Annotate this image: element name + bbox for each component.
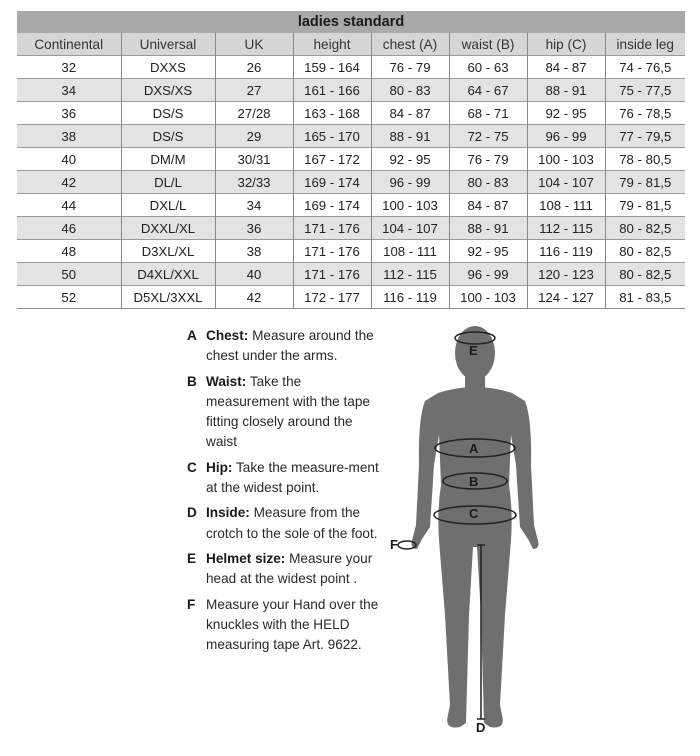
- table-cell: 100 - 103: [371, 194, 449, 217]
- table-row: [17, 217, 685, 240]
- table-cell: D4XL/XXL: [121, 263, 215, 286]
- column-header: Continental: [17, 33, 121, 56]
- instruction-item: [187, 372, 387, 453]
- body-shape: [412, 326, 539, 728]
- table-cell: 104 - 107: [527, 171, 605, 194]
- table-title: ladies standard: [17, 11, 685, 33]
- instruction-text: Take the measure-ment at the widest point.: [206, 459, 379, 496]
- table-cell: 50: [17, 263, 121, 286]
- column-header: Universal: [121, 33, 215, 56]
- table-cell: 96 - 99: [449, 263, 527, 286]
- instruction-letter: F: [187, 596, 196, 612]
- table-cell: 104 - 107: [371, 217, 449, 240]
- table-cell: 100 - 103: [527, 148, 605, 171]
- instruction-item: [187, 326, 387, 367]
- table-cell: 92 - 95: [527, 102, 605, 125]
- instruction-item: [187, 458, 387, 499]
- table-cell: 38: [17, 125, 121, 148]
- figure-label-f: F: [390, 537, 398, 552]
- instruction-item: [187, 503, 387, 544]
- table-cell: 76 - 79: [371, 56, 449, 79]
- table-cell: 108 - 111: [527, 194, 605, 217]
- figure-label-e: E: [469, 343, 478, 358]
- table-cell: 169 - 174: [293, 194, 371, 217]
- table-cell: D3XL/XL: [121, 240, 215, 263]
- instruction-letter: C: [187, 459, 197, 475]
- header-row: [17, 33, 685, 56]
- table-cell: 27: [215, 79, 293, 102]
- table-cell: DXXS: [121, 56, 215, 79]
- table-cell: D5XL/3XXL: [121, 286, 215, 309]
- table-cell: 165 - 170: [293, 125, 371, 148]
- table-cell: 34: [215, 194, 293, 217]
- instruction-heading: Hip:: [206, 459, 233, 475]
- table-cell: 46: [17, 217, 121, 240]
- table-cell: 42: [17, 171, 121, 194]
- table-cell: 44: [17, 194, 121, 217]
- table-cell: 171 - 176: [293, 240, 371, 263]
- table-cell: 42: [215, 286, 293, 309]
- instruction-heading: Inside:: [206, 505, 250, 521]
- table-cell: 29: [215, 125, 293, 148]
- table-cell: 75 - 77,5: [605, 79, 685, 102]
- table-cell: 48: [17, 240, 121, 263]
- table-cell: 60 - 63: [449, 56, 527, 79]
- table-cell: DS/S: [121, 125, 215, 148]
- figure-label-c: C: [469, 506, 479, 521]
- table-cell: 52: [17, 286, 121, 309]
- table-cell: 100 - 103: [449, 286, 527, 309]
- table-cell: 80 - 83: [449, 171, 527, 194]
- instruction-heading: Chest:: [206, 328, 249, 343]
- table-cell: 74 - 76,5: [605, 56, 685, 79]
- table-cell: 172 - 177: [293, 286, 371, 309]
- table-cell: 30/31: [215, 148, 293, 171]
- column-header: UK: [215, 33, 293, 56]
- table-cell: DXL/L: [121, 194, 215, 217]
- table-cell: 88 - 91: [527, 79, 605, 102]
- table-cell: 171 - 176: [293, 217, 371, 240]
- table-row: [17, 148, 685, 171]
- table-row: [17, 171, 685, 194]
- table-cell: 38: [215, 240, 293, 263]
- table-cell: 84 - 87: [449, 194, 527, 217]
- table-cell: 116 - 119: [527, 240, 605, 263]
- figure-label-a: A: [469, 441, 479, 456]
- size-table: [17, 11, 685, 309]
- table-cell: 36: [17, 102, 121, 125]
- table-cell: 124 - 127: [527, 286, 605, 309]
- table-body: [17, 56, 685, 309]
- column-header: inside leg: [605, 33, 685, 56]
- table-row: [17, 286, 685, 309]
- table-cell: 116 - 119: [371, 286, 449, 309]
- instruction-text: Measure your head at the widest point .: [206, 550, 373, 587]
- table-cell: 32: [17, 56, 121, 79]
- table-cell: 84 - 87: [371, 102, 449, 125]
- table-cell: 81 - 83,5: [605, 286, 685, 309]
- instruction-letter: B: [187, 373, 197, 389]
- table-cell: 88 - 91: [371, 125, 449, 148]
- instruction-item: [187, 549, 387, 590]
- table-cell: 112 - 115: [527, 217, 605, 240]
- instruction-text: Measure around the chest under the arms.: [206, 328, 374, 364]
- table-cell: 171 - 176: [293, 263, 371, 286]
- table-cell: 40: [17, 148, 121, 171]
- table-cell: DXXL/XL: [121, 217, 215, 240]
- table-cell: 161 - 166: [293, 79, 371, 102]
- table-row: [17, 263, 685, 286]
- table-cell: 26: [215, 56, 293, 79]
- table-cell: 96 - 99: [371, 171, 449, 194]
- instruction-text: Measure your Hand over the knuckles with the HELD measuring tape Art. 9622.: [206, 596, 379, 653]
- table-cell: 64 - 67: [449, 79, 527, 102]
- table-row: [17, 79, 685, 102]
- column-header: height: [293, 33, 371, 56]
- figure-label-b: B: [469, 474, 479, 489]
- table-cell: 68 - 71: [449, 102, 527, 125]
- table-row: [17, 56, 685, 79]
- table-cell: 163 - 168: [293, 102, 371, 125]
- table-cell: 27/28: [215, 102, 293, 125]
- table-cell: 80 - 83: [371, 79, 449, 102]
- table-cell: 79 - 81,5: [605, 194, 685, 217]
- table-cell: 169 - 174: [293, 171, 371, 194]
- table-row: [17, 125, 685, 148]
- figure-label-d: D: [476, 720, 486, 735]
- table-cell: 76 - 78,5: [605, 102, 685, 125]
- instruction-letter: E: [187, 550, 197, 566]
- instruction-text: Measure from the crotch to the sole of the foot.: [206, 505, 378, 541]
- table-cell: 80 - 82,5: [605, 240, 685, 263]
- table-cell: 36: [215, 217, 293, 240]
- table-cell: 32/33: [215, 171, 293, 194]
- table-row: [17, 102, 685, 125]
- column-header: waist (B): [449, 33, 527, 56]
- table-row: [17, 194, 685, 217]
- table-cell: 84 - 87: [527, 56, 605, 79]
- table-cell: 112 - 115: [371, 263, 449, 286]
- instruction-text: Take the measurement with the tape fitting closely around the waist: [206, 373, 370, 450]
- table-cell: 34: [17, 79, 121, 102]
- table-cell: 78 - 80,5: [605, 148, 685, 171]
- table-cell: 72 - 75: [449, 125, 527, 148]
- instruction-letter: A: [187, 328, 197, 343]
- table-cell: 96 - 99: [527, 125, 605, 148]
- body-figure: [380, 315, 570, 750]
- table-cell: 79 - 81,5: [605, 171, 685, 194]
- table-cell: 80 - 82,5: [605, 263, 685, 286]
- instruction-heading: Helmet size:: [206, 550, 286, 566]
- table-cell: DXS/XS: [121, 79, 215, 102]
- table-cell: DS/S: [121, 102, 215, 125]
- table-cell: 88 - 91: [449, 217, 527, 240]
- column-header: hip (C): [527, 33, 605, 56]
- table-cell: DM/M: [121, 148, 215, 171]
- table-cell: 159 - 164: [293, 56, 371, 79]
- body-silhouette: [380, 315, 570, 750]
- instruction-letter: D: [187, 505, 197, 521]
- table-cell: DL/L: [121, 171, 215, 194]
- table-cell: 40: [215, 263, 293, 286]
- table-cell: 92 - 95: [371, 148, 449, 171]
- table-cell: 167 - 172: [293, 148, 371, 171]
- table-cell: 80 - 82,5: [605, 217, 685, 240]
- instruction-heading: Waist:: [206, 373, 247, 389]
- table-cell: 108 - 111: [371, 240, 449, 263]
- column-header: chest (A): [371, 33, 449, 56]
- measurement-instructions: [187, 326, 387, 660]
- instruction-item: [187, 595, 387, 656]
- table-row: [17, 240, 685, 263]
- table-cell: 77 - 79,5: [605, 125, 685, 148]
- table-cell: 120 - 123: [527, 263, 605, 286]
- table-cell: 92 - 95: [449, 240, 527, 263]
- table-cell: 76 - 79: [449, 148, 527, 171]
